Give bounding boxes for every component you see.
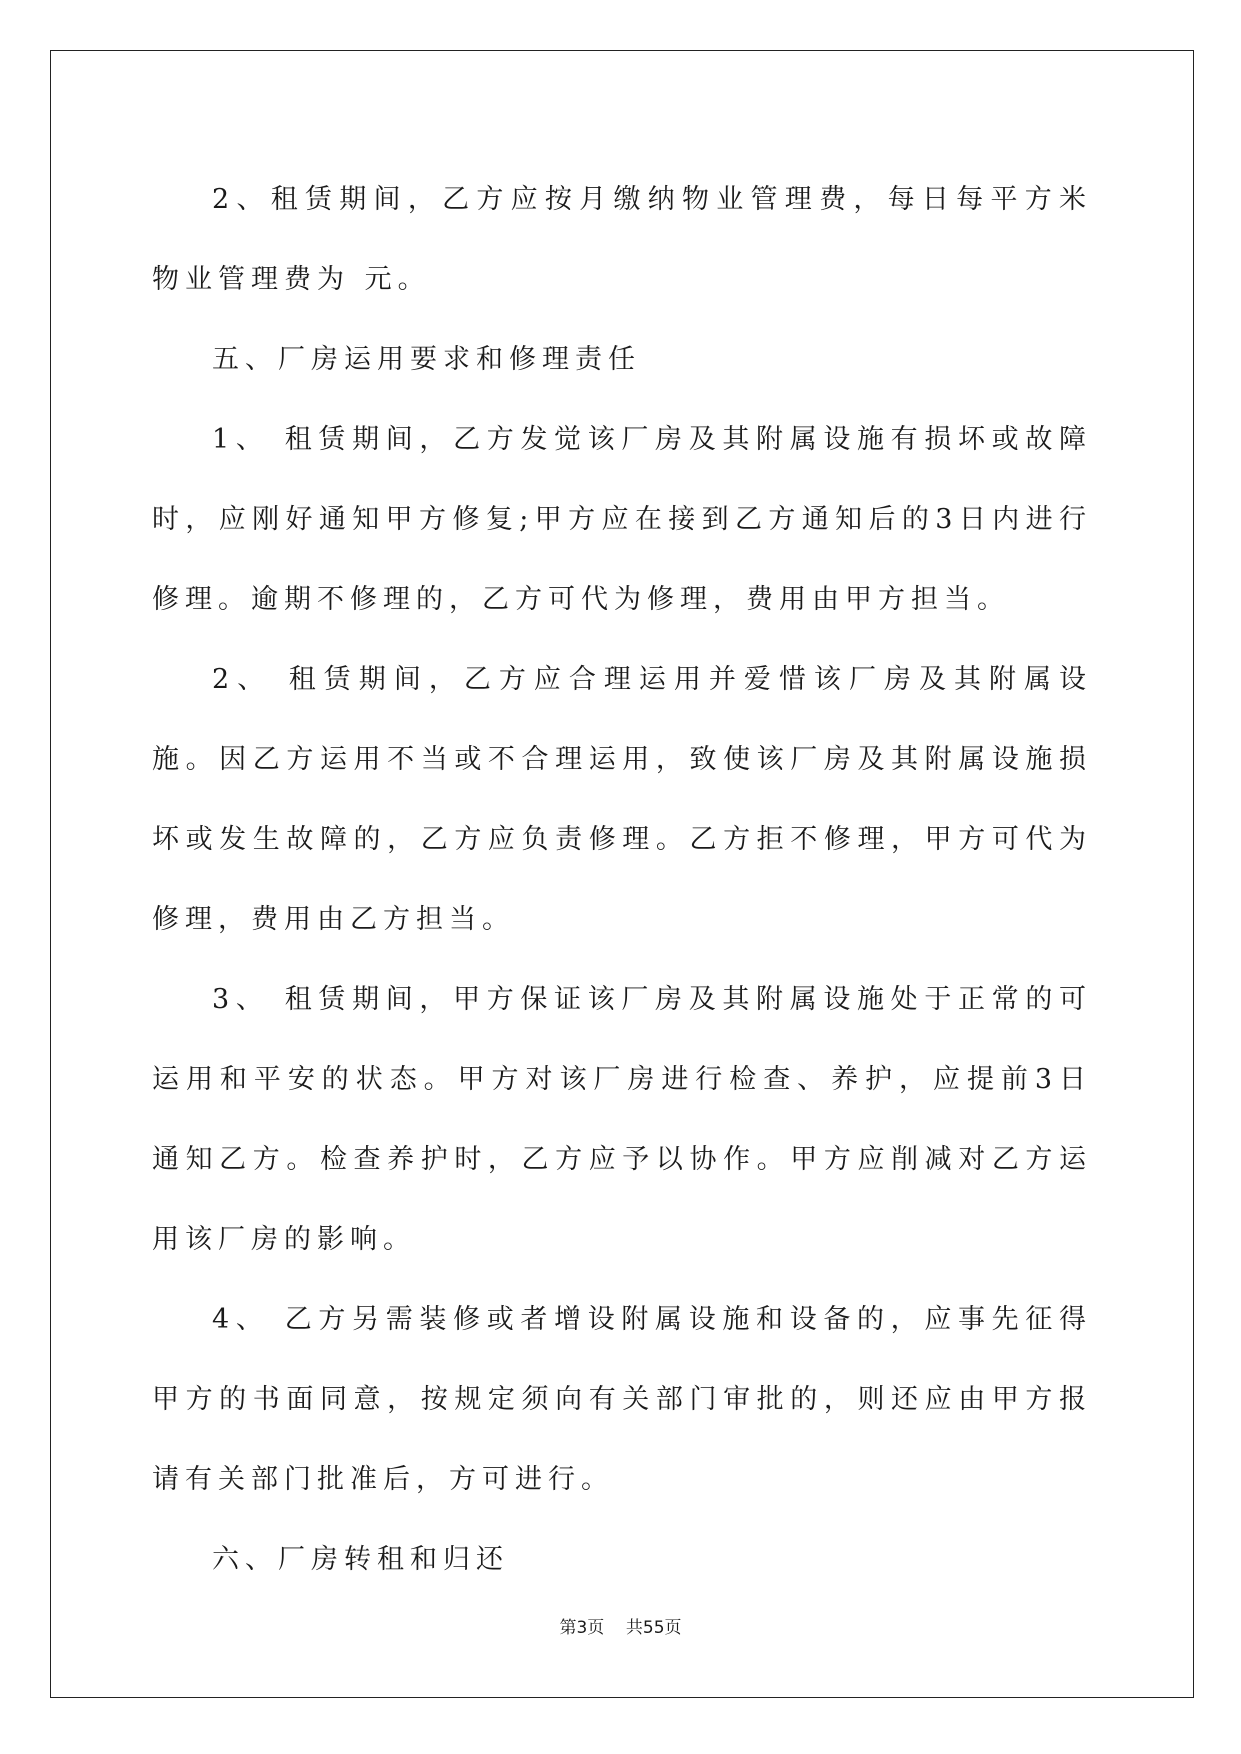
section-heading-5: 五、厂房运用要求和修理责任 <box>212 344 641 375</box>
paragraph-clause-4: 4、 乙方另需装修或者增设附属设施和设备的，应事先征得甲方的书面同意，按规定须向有关部门审批的，则还应由甲方报请有关部门批准后，方可进行。 <box>152 1304 1092 1495</box>
paragraph-clause-2: 2、 租赁期间，乙方应合理运用并爱惜该厂房及其附属设施。因乙方运用不当或不合理运用，致使该厂房及其附属设施损坏或发生故障的，乙方应负责修理。乙方拒不修理，甲方可代为修理，费用由乙方担当。 <box>152 664 1092 935</box>
paragraph-fee: 2、租赁期间，乙方应按月缴纳物业管理费，每日每平方米物业管理费为 元。 <box>152 184 1092 295</box>
section-heading-6: 六、厂房转租和归还 <box>212 1544 509 1575</box>
document-body <box>152 160 1092 1600</box>
page-number: 第3页 <box>559 1618 605 1638</box>
page-total: 共55页 <box>625 1618 682 1638</box>
page-footer <box>0 1613 1241 1638</box>
paragraph-clause-1: 1、 租赁期间，乙方发觉该厂房及其附属设施有损坏或故障时，应刚好通知甲方修复;甲方应在接到乙方通知后的3日内进行修理。逾期不修理的，乙方可代为修理，费用由甲方担当。 <box>152 424 1092 615</box>
paragraph-clause-3: 3、 租赁期间，甲方保证该厂房及其附属设施处于正常的可运用和平安的状态。甲方对该厂房进行检查、养护，应提前3日通知乙方。检查养护时，乙方应予以协作。甲方应削减对乙方运用该厂房的影响。 <box>152 984 1092 1255</box>
